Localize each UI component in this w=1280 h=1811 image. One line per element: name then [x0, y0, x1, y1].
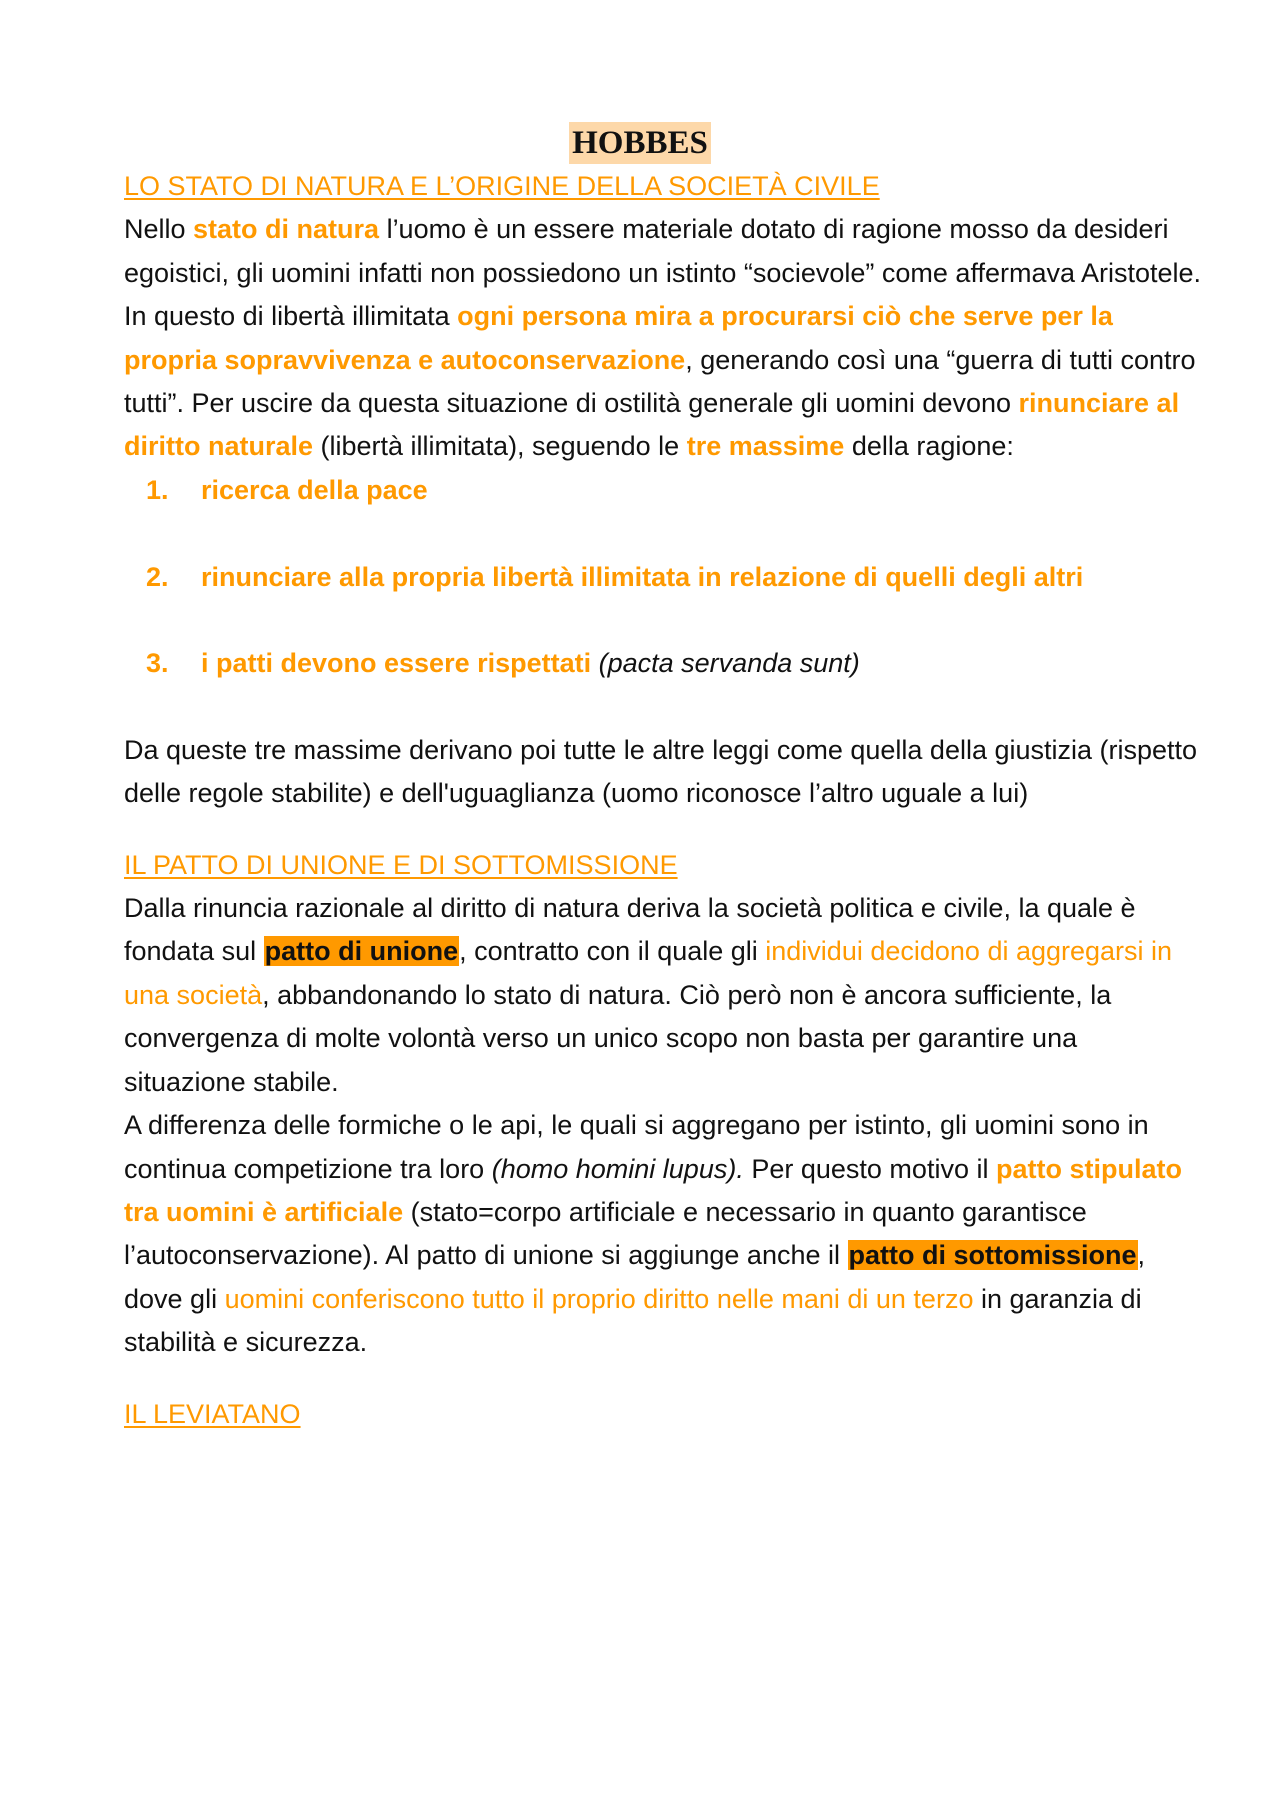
text-run: , dove gli — [124, 1240, 1146, 1314]
section-heading-state-of-nature: LO STATO DI NATURA E L’ORIGINE DELLA SOCIETÀ CIVILE — [124, 171, 880, 201]
text-run: , generando così una “guerra di tutti contro tutti”. Per uscire da questa situazione di ostilità generale gli uomini devono — [124, 344, 1196, 419]
text-run: l’uomo è un essere materiale dotato di ragione mosso da desideri egoistici, gli uomini infatti non possiedono un istinto “socievole” come affermava Aristotele. In questo di libertà illimitata — [124, 214, 1202, 332]
highlight-self-preservation: ogni persona mira a procurarsi ciò che serve per la propria sopravvivenza e autoconservazione — [124, 301, 1113, 375]
list-item — [124, 642, 1204, 685]
maxims-list — [124, 469, 1204, 686]
paragraph-pact-of-union — [124, 887, 1204, 1104]
paragraph-state-of-nature — [124, 208, 1204, 468]
list-item — [124, 556, 1204, 599]
highlight-patto-di-unione: patto di unione — [264, 936, 459, 967]
highlight-natural-right: rinunciare al diritto naturale — [124, 388, 1180, 462]
text-run: (libertà illimitata), seguendo le — [313, 431, 687, 462]
section-heading-pact: IL PATTO DI UNIONE E DI SOTTOMISSIONE — [124, 849, 678, 880]
paragraph-pact-of-submission — [124, 1104, 1204, 1364]
text-run: Nello — [124, 214, 194, 245]
latin-homo-homini-lupus: (homo homini lupus). — [491, 1153, 744, 1184]
text-run: in garanzia di stabilità e sicurezza. — [124, 1283, 1142, 1358]
highlight-patto-di-sottomissione: patto di sottomissione — [848, 1240, 1137, 1271]
text-run: , contratto con il quale gli — [459, 936, 766, 967]
list-number: 2. — [146, 561, 169, 592]
highlight-three-maxims: tre massime — [686, 431, 845, 462]
highlight-stato-di-natura: stato di natura — [193, 214, 380, 245]
text-run: (stato=corpo artificiale e necessario in quanto garantisce l’autoconservazione). Al patto di unione si aggiunge anche il — [124, 1196, 1087, 1271]
maxim-text: i patti devono essere rispettati — [201, 648, 599, 679]
text-run: della ragione: — [844, 431, 1014, 462]
list-number: 1. — [146, 474, 169, 505]
text-run: Per questo motivo il — [743, 1153, 996, 1184]
document-body — [124, 165, 1204, 1436]
paragraph-derived-laws: Da queste tre massime derivano poi tutte le altre leggi come quella della giustizia (rispetto delle regole stabilite) e dell'uguaglianza (uomo riconosce l’altro uguale a lui) — [124, 734, 1198, 809]
title-wrapper — [0, 122, 1280, 164]
list-item — [124, 469, 1204, 512]
section-heading-leviathan: IL LEVIATANO — [124, 1398, 301, 1429]
maxim-latin-phrase: (pacta servanda sunt) — [598, 648, 860, 679]
text-run: , abbandonando lo stato di natura. Ciò però non è ancora sufficiente, la convergenza di molte volontà verso un unico scopo non basta per garantire una situazione stabile. — [124, 979, 1112, 1097]
page-title: HOBBES — [569, 122, 711, 164]
highlight-individuals-aggregate: individui decidono di aggregarsi in una società — [124, 936, 1173, 1010]
text-run: Dalla rinuncia razionale al diritto di natura deriva la società politica e civile, la quale è fondata sul — [124, 893, 1136, 967]
maxim-text: ricerca della pace — [201, 474, 428, 505]
list-number: 3. — [146, 648, 169, 679]
maxim-text: rinunciare alla propria libertà illimitata in relazione di quelli degli altri — [201, 561, 1084, 592]
text-run: A differenza delle formiche o le api, le quali si aggregano per istinto, gli uomini sono in continua competizione tra loro — [124, 1110, 1149, 1184]
highlight-confer-rights: uomini conferiscono tutto il proprio diritto nelle mani di un terzo — [224, 1283, 974, 1314]
highlight-artificial-pact: patto stipulato tra uomini è artificiale — [124, 1153, 1182, 1227]
